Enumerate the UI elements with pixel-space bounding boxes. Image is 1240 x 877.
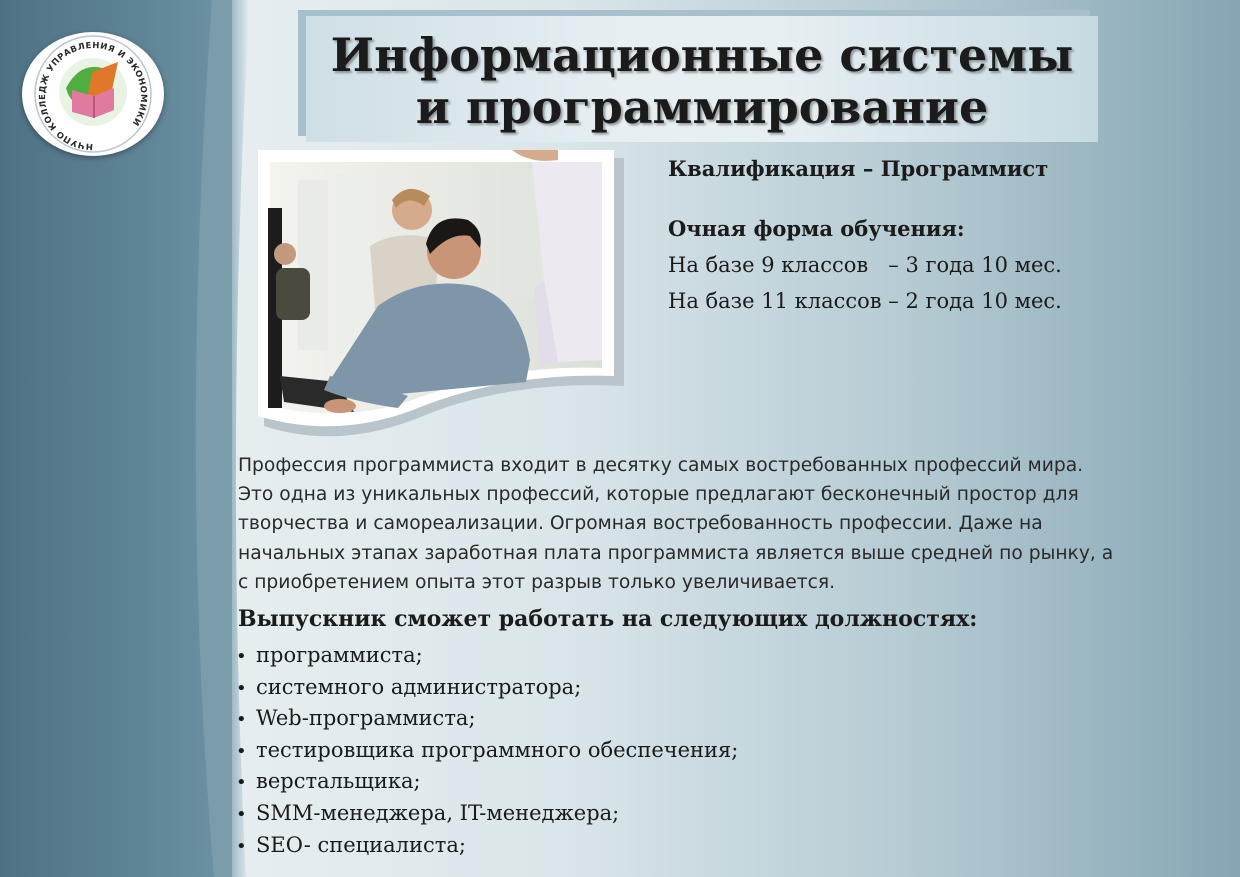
list-item <box>236 672 738 704</box>
page-title-line-2: и программирование <box>415 80 989 134</box>
position-label: Web-программиста; <box>256 706 476 731</box>
bullet-icon: • <box>236 677 247 699</box>
students-illustration <box>258 150 624 440</box>
college-logo <box>22 32 164 156</box>
students-photo <box>258 150 624 440</box>
bullet-icon: • <box>236 772 247 794</box>
positions-list <box>236 640 738 861</box>
position-label: верстальщика; <box>256 769 421 794</box>
bullet-icon: • <box>236 835 247 857</box>
bullet-icon: • <box>236 709 247 731</box>
logo-ring-text: НЧУПО КОЛЛЕДЖ УПРАВЛЕНИЯ И ЭКОНОМИКИ <box>38 40 149 152</box>
bullet-icon: • <box>236 803 247 825</box>
title-banner <box>306 16 1098 142</box>
qualification-text: Квалификация – Программист <box>668 156 1049 181</box>
description-line: начальных этапах заработная плата программиста является выше средней по рынку, а <box>238 542 1114 564</box>
bullet-icon: • <box>236 646 247 667</box>
list-item <box>236 830 738 862</box>
description-line: Это одна из уникальных профессий, которые предлагают бесконечный простор для <box>238 484 1079 506</box>
position-label: SMM-менеджера, IT-менеджера; <box>256 800 620 825</box>
study-form-label: Очная форма обучения: <box>668 216 965 241</box>
position-label: SEO- специалиста; <box>256 832 466 857</box>
duration-base-11: На базе 11 классов – 2 года 10 мес. <box>668 289 1062 313</box>
duration-base-9: На базе 9 классов – 3 года 10 мес. <box>668 253 1062 277</box>
list-item <box>236 703 738 735</box>
list-item <box>236 766 738 798</box>
positions-heading: Выпускник сможет работать на следующих должностях: <box>238 606 978 632</box>
logo-emblem <box>22 32 164 156</box>
profession-description <box>238 451 1233 597</box>
position-label: системного администратора; <box>256 674 582 699</box>
description-line: с приобретением опыта этот разрыв только увеличивается. <box>238 571 836 593</box>
bullet-icon: • <box>236 740 247 762</box>
position-label: тестировщика программного обеспечения; <box>256 737 739 762</box>
list-item <box>236 640 738 672</box>
description-line: творчества и самореализации. Огромная востребованность профессии. Даже на <box>238 513 1043 535</box>
description-line: Профессия программиста входит в десятку самых востребованных профессий мира. <box>238 455 1084 476</box>
list-item <box>236 798 738 830</box>
list-item <box>236 735 738 767</box>
position-label: программиста; <box>256 643 423 667</box>
page-title-line-1: Информационные системы <box>330 28 1074 82</box>
